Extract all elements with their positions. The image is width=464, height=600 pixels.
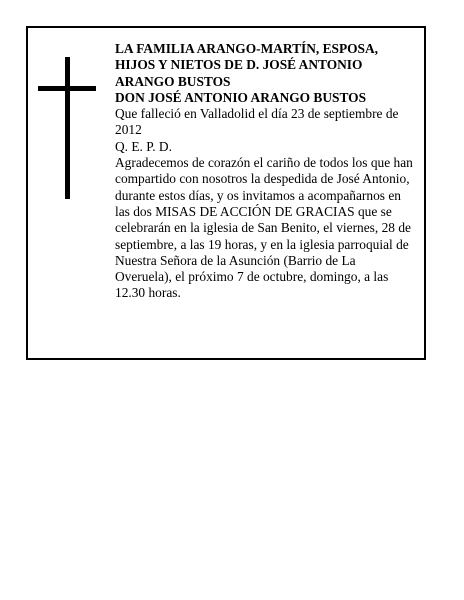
family-heading: LA FAMILIA ARANGO-MARTÍN, ESPOSA, HIJOS Y NIETOS DE D. JOSÉ ANTONIO ARANGO BUSTOS (115, 41, 379, 89)
cross-vertical-bar (65, 57, 70, 199)
thanks-message (115, 155, 415, 302)
mass-highlight: MISAS DE ACCIÓN DE GRACIAS (155, 203, 355, 219)
obituary-notice (26, 26, 426, 360)
notice-text (115, 41, 415, 302)
deceased-name: DON JOSÉ ANTONIO ARANGO BUSTOS (115, 89, 367, 105)
latin-cross-icon (38, 57, 96, 199)
rip-abbreviation: Q. E. P. D. (115, 138, 172, 154)
message-part-1: Agradecemos de corazón el cariño de todos los que han compartido con nosotros la despedida de José Antonio, durante estos días, y os invitamos a acompañarnos en las dos (115, 155, 413, 219)
message-part-2: que se celebrarán en la iglesia de San Benito, el viernes, 28 de septiembre, a las 19 horas, y en la iglesia parroquial de Nuestra Señora de la Asunción (Barrio de La Overuela), el próximo 7 de octubre, domingo, a las 12.30 horas. (115, 203, 411, 301)
cross-horizontal-bar (38, 86, 96, 91)
death-info: Que falleció en Valladolid el día 23 de septiembre de 2012 (115, 106, 399, 138)
